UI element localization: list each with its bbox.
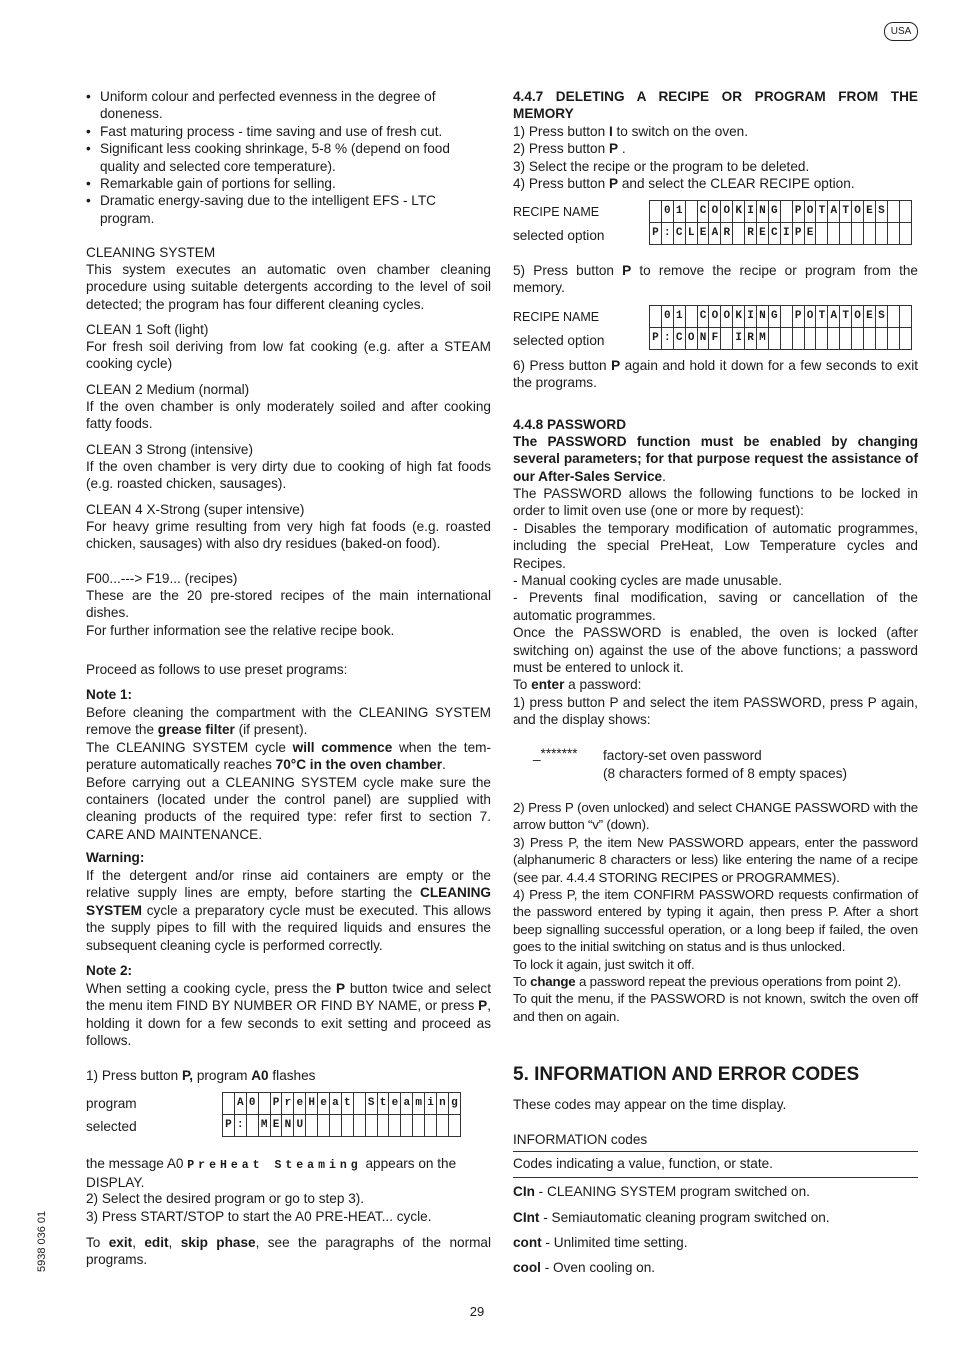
lcd-grid — [222, 1092, 461, 1137]
lcd-cell: C — [697, 201, 709, 223]
lcd-cell: M — [258, 1115, 270, 1137]
lcd-cell — [840, 328, 852, 350]
lcd-cell: E — [864, 306, 876, 328]
lcd-cell — [306, 1115, 318, 1137]
lcd-cell — [258, 1093, 270, 1115]
lcd-cell: T — [816, 306, 828, 328]
clear-recipe-display — [513, 200, 918, 248]
lcd-cell — [353, 1093, 365, 1115]
lcd-cell — [804, 328, 816, 350]
lcd-cell — [816, 328, 828, 350]
lcd-cell: O — [804, 306, 816, 328]
lcd-cell — [792, 328, 804, 350]
lcd-cell — [899, 306, 911, 328]
password-title: 4.4.8 PASSWORD — [513, 417, 627, 432]
lcd-cell — [780, 201, 792, 223]
info-codes-title: INFORMATION codes — [513, 1132, 648, 1147]
clean2-title: CLEAN 2 Medium (normal) — [86, 382, 250, 397]
lcd-cell: E — [270, 1115, 282, 1137]
recipe-name-label: RECIPE NAME — [513, 310, 600, 324]
lcd-cell: O — [721, 306, 733, 328]
lcd-cell: n — [437, 1093, 449, 1115]
lcd-cell — [330, 1115, 342, 1137]
list-item: • Dramatic energy-saving due to the intelligent EFS - LTC program. — [86, 192, 491, 227]
list-item: • Remarkable gain of portions for selling. — [86, 175, 491, 192]
step2-text: 2) Select the desired program or go to step 3). — [86, 1191, 365, 1206]
lcd-cell — [425, 1115, 437, 1137]
lcd-cell: P — [223, 1115, 235, 1137]
lcd-cell: R — [745, 328, 757, 350]
password-desc-line2: (8 characters formed of 8 empty spaces) — [603, 766, 848, 781]
lcd-cell — [341, 1115, 353, 1137]
step3-text: 3) Press START/STOP to start the A0 PRE-HEAT... cycle. — [86, 1209, 432, 1224]
lcd-cell: F — [709, 328, 721, 350]
proceed-text: Proceed as follows to use preset programs: — [86, 662, 348, 677]
note1-text: Before cleaning the compartment with the CLEANING SYSTEM remove the grease filter (if present). The CLEANING SYSTEM cycle will commence when the tem-perature automatically reaches 70°C in the oven chamber. Before carrying out a CLEANING SYSTEM cycle make sure the containers (located under the control panel) are supplied with cleaning products of the required type: refer first to section 7. CARE AND MAINTENANCE. — [86, 705, 491, 842]
lcd-row — [650, 306, 912, 328]
selected-option-label: selected option — [513, 333, 605, 348]
lcd-cell: N — [757, 306, 769, 328]
region-badge: USA — [884, 22, 918, 41]
lcd-row — [650, 328, 912, 350]
lcd-cell: C — [768, 223, 780, 245]
document-code: 5938 036 01 — [36, 1210, 48, 1272]
lcd-cell — [864, 223, 876, 245]
lcd-cell: I — [733, 328, 745, 350]
program-display — [86, 1092, 491, 1140]
lcd-cell: G — [768, 201, 780, 223]
lcd-cell: P — [270, 1093, 282, 1115]
lcd-cell: O — [709, 306, 721, 328]
password-description: The PASSWORD allows the following functions to be locked in order to limit oven use (one or more by request): - Disables the temporary modification of automatic programmes, including the special PreHeat, Low Temperature cycles and Recipes. - Manual cooking cycles are made unusable. - Prevents final modification, saving or cancellation of the automatic programmes. Once the PASSWORD is enabled, the oven is locked (after switching on) against the use of the above functions; a password must be entered to unlock it. To enter a password: 1) press button P and select the item PASSWORD, press P again, and the display shows: — [513, 486, 918, 728]
delete-section-title: 4.4.7 DELETING A RECIPE OR PROGRAM FROM THE MEMORY — [513, 89, 918, 122]
note2-text: When setting a cooking cycle, press the P button twice and select the menu item FIND BY NUMBER OR FIND BY NAME, or press P, holding it down for a few seconds to exit setting and proceed as follows. — [86, 981, 491, 1049]
lcd-cell — [852, 328, 864, 350]
lcd-cell — [887, 223, 899, 245]
lcd-cell: P — [650, 328, 662, 350]
lcd-cell — [852, 223, 864, 245]
info-code-row: cool - Oven cooling on. — [513, 1260, 656, 1275]
lcd-cell: N — [757, 201, 769, 223]
lcd-cell — [887, 328, 899, 350]
lcd-cell — [448, 1115, 460, 1137]
clean2-text: If the oven chamber is only moderately soiled and after cooking fatty foods. — [86, 399, 491, 432]
recipes-text: These are the 20 pre-stored recipes of the main international dishes. — [86, 588, 491, 621]
exit-text: To exit, edit, skip phase, see the paragraphs of the normal programs. — [86, 1235, 492, 1268]
lcd-cell: M — [757, 328, 769, 350]
lcd-cell — [413, 1115, 425, 1137]
lcd-cell: O — [721, 201, 733, 223]
lcd-cell — [721, 328, 733, 350]
divider — [513, 1151, 918, 1152]
lcd-cell: S — [875, 201, 887, 223]
lcd-cell: C — [697, 306, 709, 328]
lcd-cell: O — [685, 328, 697, 350]
lcd-cell: 1 — [673, 201, 685, 223]
recipes-more: For further information see the relative recipe book. — [86, 623, 395, 638]
recipe-name-label: RECIPE NAME — [513, 205, 600, 219]
lcd-cell: K — [733, 306, 745, 328]
lcd-cell: 1 — [673, 306, 685, 328]
lcd-cell: T — [840, 201, 852, 223]
lcd-row — [650, 223, 912, 245]
lcd-cell — [864, 328, 876, 350]
info-codes-desc: Codes indicating a value, function, or state. — [513, 1156, 773, 1171]
delete-steps: 1) Press button I to switch on the oven. 2) Press button P . 3) Select the recipe or the program to be deleted. 4) Press button P and select the CLEAR RECIPE option. — [513, 124, 855, 192]
list-item: • Uniform colour and perfected evenness in the degree of doneness. — [86, 88, 491, 123]
lcd-cell — [685, 306, 697, 328]
lcd-cell — [840, 223, 852, 245]
lcd-cell: : — [661, 223, 673, 245]
lcd-cell — [353, 1115, 365, 1137]
lcd-cell: U — [294, 1115, 306, 1137]
lcd-cell — [650, 306, 662, 328]
lcd-cell: O — [709, 201, 721, 223]
lcd-cell: N — [282, 1115, 294, 1137]
lcd-cell — [887, 306, 899, 328]
note1-title: Note 1: — [86, 687, 133, 702]
lcd-cell: e — [318, 1093, 330, 1115]
lcd-cell: O — [852, 306, 864, 328]
password-desc-line1: factory-set oven password — [603, 748, 762, 763]
lcd-cell: i — [425, 1093, 437, 1115]
clean1-text: For fresh soil deriving from low fat cooking (e.g. after a STEAM cooking cycle) — [86, 339, 491, 372]
clean3-text: If the oven chamber is very dirty due to cooking of high fat foods (e.g. roasted chicken, sausages). — [86, 459, 491, 492]
selected-label: selected — [86, 1119, 137, 1134]
lcd-cell: P — [650, 223, 662, 245]
lcd-cell — [768, 328, 780, 350]
lcd-cell — [377, 1115, 389, 1137]
lcd-cell: K — [733, 201, 745, 223]
lcd-cell — [875, 328, 887, 350]
clean1-title: CLEAN 1 Soft (light) — [86, 322, 209, 337]
note2-title: Note 2: — [86, 963, 133, 978]
lcd-cell: I — [745, 306, 757, 328]
lcd-cell — [246, 1115, 258, 1137]
lcd-cell: A — [828, 201, 840, 223]
lcd-cell: : — [661, 328, 673, 350]
lcd-cell — [899, 201, 911, 223]
lcd-cell: I — [780, 223, 792, 245]
divider — [513, 1177, 918, 1178]
lcd-cell: A — [709, 223, 721, 245]
lcd-cell: T — [816, 201, 828, 223]
selected-option-label: selected option — [513, 228, 605, 243]
lcd-cell: r — [282, 1093, 294, 1115]
message-text: the message A0 PreHeat Steaming appears on the DISPLAY. — [86, 1156, 457, 1191]
delete-step6: 6) Press button P again and hold it down for a few seconds to exit the programs. — [513, 358, 918, 391]
password-steps: 2) Press P (oven unlocked) and select CHANGE PASSWORD with the arrow button “v” (down). 3) Press P, the item New PASSWORD appears, enter the password (alphanumeric 8 characters or less) like entering the name of a recipe (see par. 4.4.4 STORING RECIPES or PROGRAMMES). 4) Press P, the item CONFIRM PASSWORD requests confirmation of the password entered by typing it again, then press P. After a short beep signalling successful operation, or a long beep if failed, the oven goes to the initial switching on status and is thus unlocked. To lock it again, just switch it off. To change a password repeat the previous operations from point 2). To quit the menu, if the PASSWORD is not known, switch the oven off and then on again. — [513, 800, 918, 1024]
lcd-cell — [437, 1115, 449, 1137]
lcd-cell: E — [864, 201, 876, 223]
lcd-cell: R — [721, 223, 733, 245]
step1-text: 1) Press button P, program A0 flashes — [86, 1068, 316, 1083]
lcd-cell: G — [768, 306, 780, 328]
recipes-title: F00...---> F19... (recipes) — [86, 571, 238, 586]
lcd-cell — [899, 223, 911, 245]
info-code-row: cont - Unlimited time setting. — [513, 1235, 688, 1250]
lcd-cell: P — [792, 201, 804, 223]
lcd-cell — [401, 1115, 413, 1137]
lcd-cell: a — [401, 1093, 413, 1115]
info-code-row: CIn - CLEANING SYSTEM program switched on. — [513, 1184, 810, 1199]
lcd-cell: O — [804, 201, 816, 223]
cleaning-system-title: CLEANING SYSTEM — [86, 245, 216, 260]
section5-intro: These codes may appear on the time display. — [513, 1097, 787, 1112]
lcd-row — [223, 1115, 461, 1137]
list-item: • Fast maturing process - time saving and use of fresh cut. — [86, 123, 491, 140]
lcd-cell: m — [413, 1093, 425, 1115]
lcd-cell: e — [389, 1093, 401, 1115]
clean4-text: For heavy grime resulting from very high fat foods (e.g. roasted chicken, sausages) with also dry residues (baked-on food). — [86, 519, 491, 552]
lcd-cell — [828, 328, 840, 350]
lcd-cell: A — [234, 1093, 246, 1115]
lcd-cell — [816, 223, 828, 245]
delete-step5: 5) Press button P to remove the recipe or program from the memory. — [513, 263, 918, 296]
lcd-cell — [780, 306, 792, 328]
lcd-cell: P — [792, 306, 804, 328]
lcd-cell: C — [673, 328, 685, 350]
lcd-grid — [649, 305, 912, 350]
lcd-cell — [650, 201, 662, 223]
lcd-cell — [887, 201, 899, 223]
lcd-cell — [828, 223, 840, 245]
page-number: 29 — [469, 1304, 485, 1319]
lcd-cell: N — [697, 328, 709, 350]
lcd-row — [223, 1093, 461, 1115]
lcd-cell: 0 — [661, 201, 673, 223]
lcd-cell — [389, 1115, 401, 1137]
lcd-cell — [899, 328, 911, 350]
lcd-cell: A — [828, 306, 840, 328]
lcd-cell: t — [341, 1093, 353, 1115]
lcd-cell: C — [673, 223, 685, 245]
lcd-cell — [780, 328, 792, 350]
lcd-cell: 0 — [246, 1093, 258, 1115]
lcd-cell — [685, 201, 697, 223]
lcd-cell: t — [377, 1093, 389, 1115]
lcd-cell — [875, 223, 887, 245]
lcd-cell: E — [697, 223, 709, 245]
lcd-cell: g — [448, 1093, 460, 1115]
password-placeholder: _******* — [533, 746, 578, 761]
section5-title: 5. INFORMATION AND ERROR CODES — [513, 1064, 860, 1085]
program-label: program — [86, 1096, 137, 1111]
lcd-row — [650, 201, 912, 223]
lcd-cell — [365, 1115, 377, 1137]
lcd-cell: a — [330, 1093, 342, 1115]
lcd-cell: I — [745, 201, 757, 223]
lcd-grid — [649, 200, 912, 245]
cleaning-system-text: This system executes an automatic oven chamber cleaning procedure using suitable detergents according to the level of soil detected; the program has four different cleaning cycles. — [86, 262, 491, 312]
lcd-cell: E — [757, 223, 769, 245]
lcd-cell: P — [792, 223, 804, 245]
info-code-row: CInt - Semiautomatic cleaning program switched on. — [513, 1210, 830, 1225]
password-notice: The PASSWORD function must be enabled by changing several parameters; for that purpose request the assistance of our After-Sales Service. — [513, 434, 918, 484]
lcd-cell — [733, 223, 745, 245]
lcd-cell: 0 — [661, 306, 673, 328]
lcd-cell — [223, 1093, 235, 1115]
list-item: • Significant less cooking shrinkage, 5-8 % (depend on food quality and selected core temperature). — [86, 140, 491, 175]
lcd-cell: O — [852, 201, 864, 223]
warning-title: Warning: — [86, 850, 145, 865]
lcd-cell: T — [840, 306, 852, 328]
lcd-cell: e — [294, 1093, 306, 1115]
lcd-cell: L — [685, 223, 697, 245]
lcd-cell: S — [365, 1093, 377, 1115]
confirm-display — [513, 305, 918, 353]
clean4-title: CLEAN 4 X-Strong (super intensive) — [86, 502, 305, 517]
clean3-title: CLEAN 3 Strong (intensive) — [86, 442, 253, 457]
lcd-cell: R — [745, 223, 757, 245]
lcd-cell: S — [875, 306, 887, 328]
feature-bullet-list — [86, 88, 491, 227]
warning-text: If the detergent and/or rinse aid containers are empty or the relative supply lines are empty, before starting the CLEANING SYSTEM cycle a preparatory cycle must be executed. This allows the supply pipes to fill with the required liquids and ensures the subsequent cleaning cycle is performed correctly. — [86, 868, 491, 953]
lcd-cell: : — [234, 1115, 246, 1137]
lcd-cell: E — [804, 223, 816, 245]
lcd-cell: H — [306, 1093, 318, 1115]
lcd-cell — [318, 1115, 330, 1137]
